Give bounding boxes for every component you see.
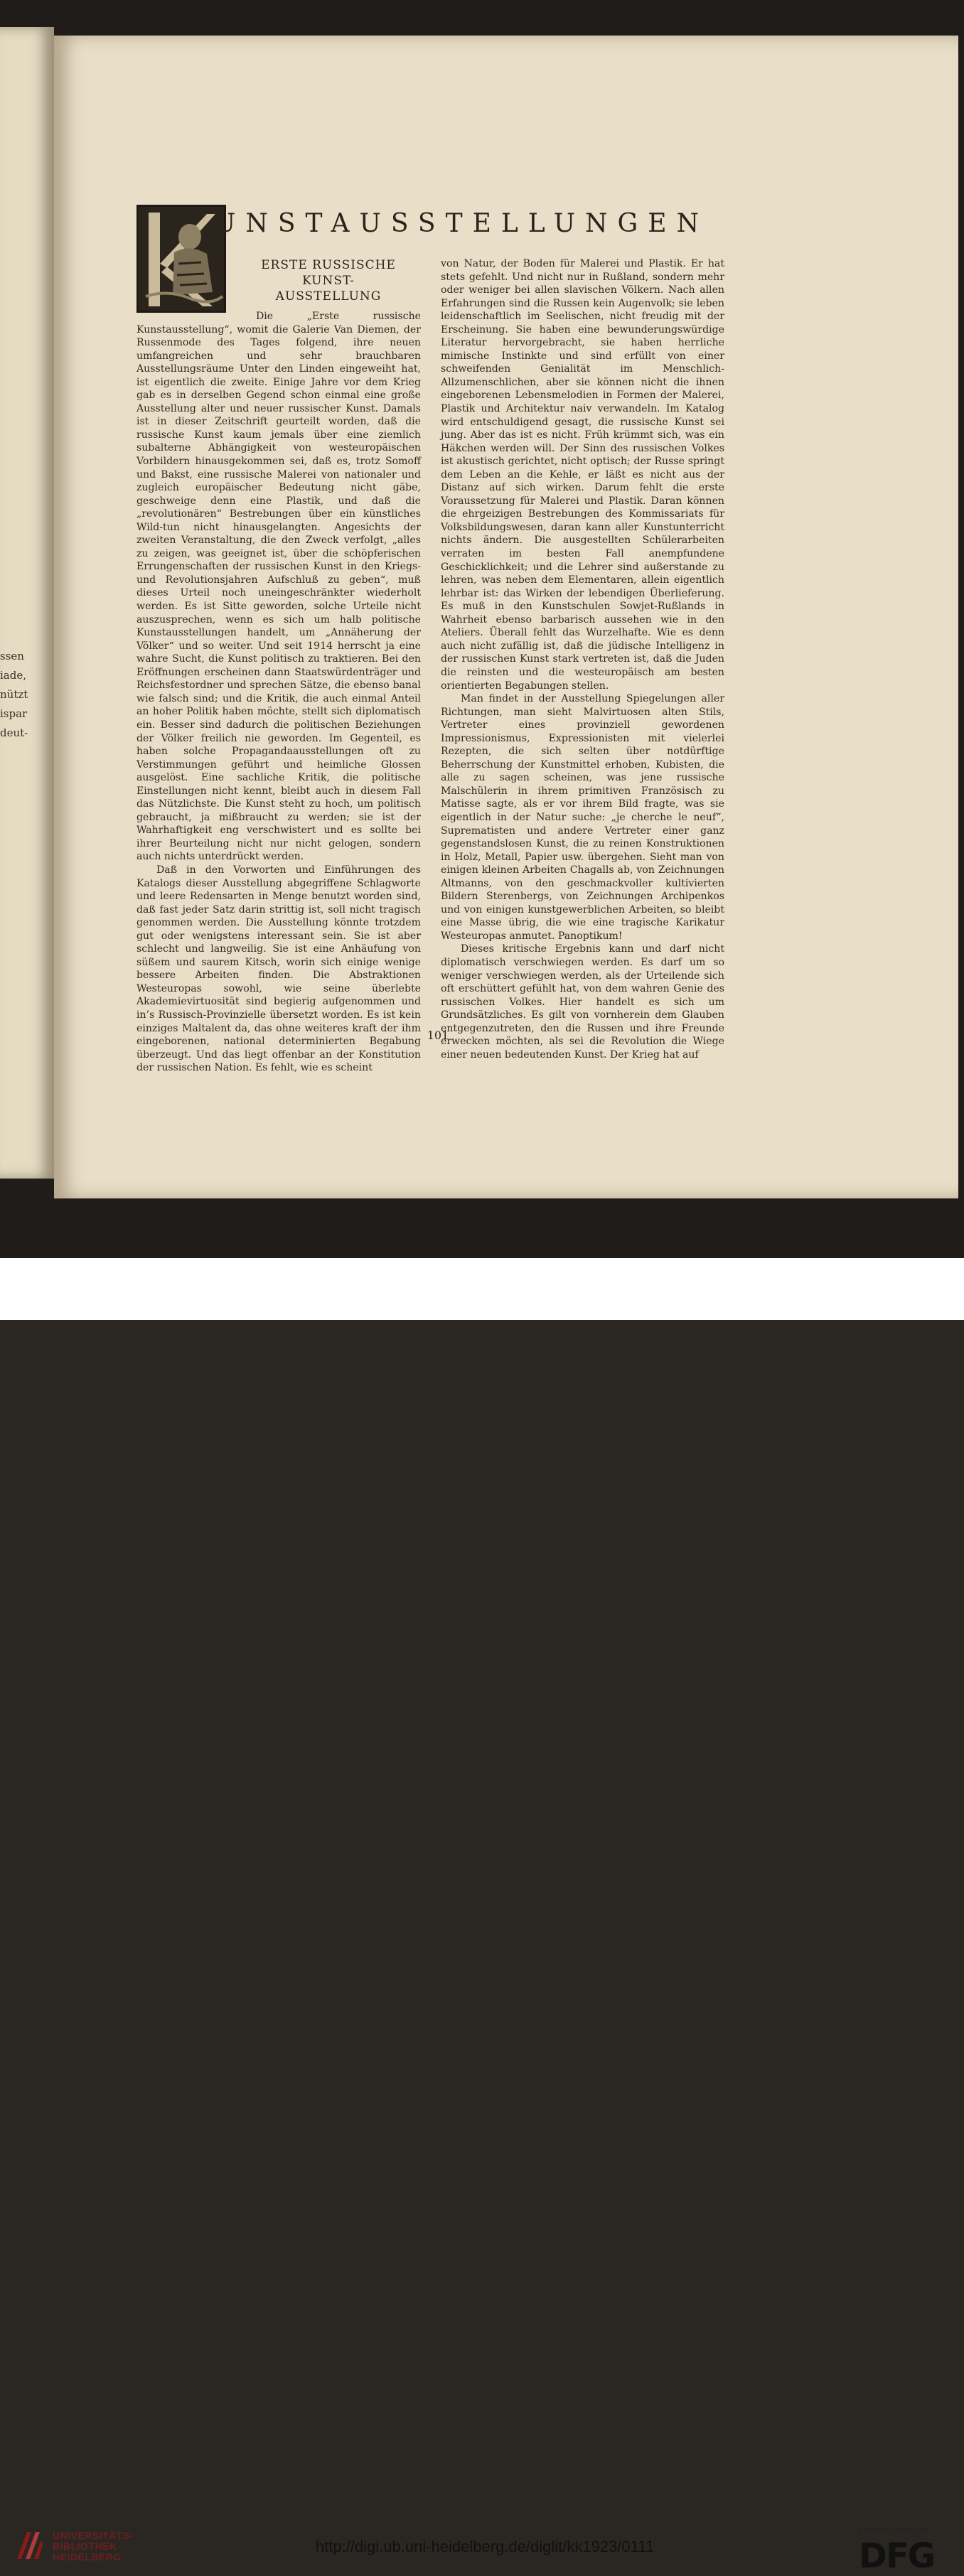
- subheading-line: ERSTE RUSSISCHE KUNST-: [261, 258, 396, 288]
- paragraph: Dieses kritische Ergebnis kann und darf nicht diplomatisch verschwiegen werden. Es darf um so weniger verschwiegen werden, als der Urteilende sich oft erschüttert gefühlt hat, von dem wahren Genie des russischen Volkes. Hier handelt es sich um Grundsätzliches. Es gilt von vornherein dem Glauben entgegenzutreten, den die Russen und ihre Freunde erwecken möchten, als sei die Revolution die Wiege einer neuen bedeutenden Kunst. Der Krieg hat auf: [441, 943, 724, 1061]
- university-name-line: BIBLIOTHEK: [53, 2540, 117, 2552]
- left-fragment: iade,: [0, 669, 26, 682]
- book-spread: [0, 0, 964, 1258]
- page-number: 101: [427, 1029, 449, 1042]
- left-fragment: nützt: [0, 688, 28, 701]
- dfg-logo[interactable]: DFG: [859, 2536, 935, 2576]
- viewer-footer: [0, 1258, 964, 2576]
- paragraph: von Natur, der Boden für Malerei und Plastik. Er hat stets gefehlt. Und nicht nur in Rußland, sondern mehr oder weniger bei allen slavischen Völkern. Nach allen Erfahrungen sind die Russen kein Augenvolk; sie leben leidenschaftlich im Seelischen, nicht freudig mit der Erscheinung. Sie haben eine bewunderungswürdige Literatur hervorgebracht, sie haben herrliche mimische Instinkte und sind erfüllt von einer schweifenden Genialität im Menschlich-Allzumenschlichen, aber sie können nicht die ihnen eingeborenen Lebensmelodien in Formen der Malerei, Plastik und Architektur naiv verwandeln. Im Katalog wird entschuldigend gesagt, die russische Kunst sei jung. Aber das ist es nicht. Früh krümmt sich, was ein Häkchen werden will. Der Sinn des russischen Volkes ist akustisch gerichtet, nicht optisch; der Russe springt dem Leben an die Kehle, er läßt es nicht aus der Distanz auf sich wirken. Darum fehlt die erste Voraussetzung für Malerei und Plastik. Daran können die ehrgeizigen Bestrebungen des Kommissariats für Volksbildungswesen, daran kann aller Kunstunterricht nichts ändern. Die ausgestellten Schülerarbeiten verraten im besten Fall anempfundene Geschicklichkeit; und die Lehrer sind außerstande zu lehren, was neben dem Elementaren, allein eigentlich lehrbar ist: das Wirken der lebendigen Überlieferung. Es muß in den Kunstschulen Sowjet-Rußlands in Wahrheit ebenso barbarisch aussehen wie in den Ateliers. Überall fehlt das Wurzelhafte. Wie es denn auch nicht zufällig ist, daß die jüdische Intelligenz in der russischen Kunst stark vertreten ist, daß die Juden die reinsten und die westeuropäisch am besten orientierten Begabungen stellen.: [441, 258, 724, 692]
- left-page-edge: [0, 27, 54, 1179]
- left-fragment: ispar: [0, 707, 28, 720]
- paragraph: Daß in den Vorworten und Einführungen des Katalogs dieser Ausstellung abgegriffene Schlagworte und leere Redensarten in Menge benutzt worden sind, daß fast jeder Satz darin strittig ist, soll nicht tragisch genommen werden. Die Ausstellung könnte trotzdem gut oder wenigstens interessant sein. Sie ist aber schlecht und langweilig. Sie ist eine Anhäufung von süßem und saurem Kitsch, worin sich einige wenige bessere Arbeiten finden. Die Abstraktionen Westeuropas sowohl, wie seine überlebte Akademievirtuosität sind begierig aufgenommen und in’s Russisch-Provinzielle übersetzt worden. Es ist kein einziges Maltalent da, das ohne weiteres kraft der ihm eingeborenen, national determinierten Begabung überzeugt. Und das liegt offenbar an der Konstitution der russischen Nation. Es fehlt, wie es scheint: [136, 864, 421, 1074]
- permalink-url[interactable]: http://digi.ub.uni-heidelberg.de/diglit/kk1923/0111: [315, 2538, 655, 2555]
- text-column-left: [136, 257, 421, 1075]
- funder-label: gefördert durch die: [857, 2526, 928, 2535]
- subheading-line: AUSSTELLUNG: [275, 289, 382, 304]
- initial-spacer: [136, 310, 236, 320]
- university-name[interactable]: [53, 2531, 134, 2562]
- paragraph: Man findet in der Ausstellung Spiegelungen aller Richtungen, man sieht Malvirtuosen alten Stils, Vertreter eines provinziell gewordenen Impressionismus, Expressionisten mit vielerlei Rezepten, die sich selten über notdürftige Beherrschung der Kunstmittel erhoben, Kubisten, die alle zu sagen scheinen, was jene russische Malschülerin in ihrem primitiven Französisch zu Matisse sagte, als er vor ihrem Bild fragte, was sie eigentlich in der Natur suche: „je cherche le neuf“, Suprematisten und andere Vertreter einer ganz gegenstandslosen Kunst, die zu reinen Konstruktionen in Holz, Metall, Papier usw. übergehen. Sieht man von einigen kleinen Arbeiten Chagalls ab, von Zeichnungen Altmanns, von den geschmackvoller kultivierten Bildern Sterenbergs, von Zeichnungen Archipenkos und von einigen kunstgewerblichen Arbeiten, so bleibt eine Masse übrig, die wie eine tragische Karikatur Westeuropas anmutet. Panoptikum!: [441, 693, 724, 942]
- left-fragment: deut-: [0, 726, 28, 739]
- paragraph: Die „Erste russische Kunstausstellung“, womit die Galerie Van Diemen, der Russenmode des Tages folgend, ihre neuen umfangreichen und sehr brauchbaren Ausstellungsräume Unter den Linden eingeweiht hat, ist eigentlich die zweite. Einige Jahre vor dem Krieg gab es in derselben Gegend schon einmal eine große Ausstellung alter und neuer russischer Kunst. Damals ist in dieser Zeitschrift geurteilt worden, daß die russische Kunst kaum jemals über eine ziemlich subalterne Abhängigkeit von westeuropäischen Vorbildern hinausgekommen sei, daß es, trotz Somoff und Bakst, eine russische Malerei von nationaler und zugleich europäischer Bedeutung nicht gäbe, geschweige denn eine Plastik, und daß die „revolutionären“ Bestrebungen über ein künstliches Wild-tun nicht hinausgelangten. Angesichts der zweiten Veranstaltung, die den Zweck verfolgt, „alles zu zeigen, was geeignet ist, über die schöpferischen Errungenschaften der russischen Kunst in den Kriegs- und Revolutionsjahren Aufschluß zu geben“, muß dieses Urteil noch uneingeschränkter wiederholt werden. Es ist Sitte geworden, solche Urteile nicht auszusprechen, wenn es sich um halb politische Kunstausstellungen handelt, um „Annäherung der Völker“ und so weiter. Und seit 1914 herrscht ja eine wahre Sucht, die Kunst politisch zu traktieren. Bei den Eröffnungen erscheinen dann Staatswürdenträger und Reichsfestordner und sprechen Sätze, die ebenso banal wie falsch sind; und die Kritik, die auch einmal Anteil an hoher Politik haben möchte, stellt sich diplomatisch ein. Besser sind dadurch die politischen Beziehungen der Völker freilich nie geworden. Im Gegenteil, es haben solche Propagandaausstellungen oft zu Verstimmungen geführt und heimliche Glossen ausgelöst. Eine sachliche Kritik, die politische Einstellungen nicht kennt, bleibt auch in diesem Fall das Nützlichste. Die Kunst steht zu hoch, um politisch gebraucht, ja mißbraucht zu werden; sie ist der Wahrhaftigkeit eng verschwistert und es sollte bei ihrer Beurteilung nicht nur nicht gelogen, sondern auch nichts unterdrückt werden.: [136, 311, 421, 863]
- left-page-text-fragments: [0, 647, 50, 743]
- university-name-line: UNIVERSITÄTS-: [53, 2530, 134, 2541]
- university-logo-icon[interactable]: [13, 2528, 44, 2563]
- left-fragment: ssen: [0, 650, 24, 662]
- subheading: [236, 257, 421, 304]
- university-name-line: HEIDELBERG: [53, 2551, 122, 2562]
- text-column-right: [441, 257, 724, 1061]
- article-heading: UNSTAUSSTELLUNGEN: [214, 209, 709, 238]
